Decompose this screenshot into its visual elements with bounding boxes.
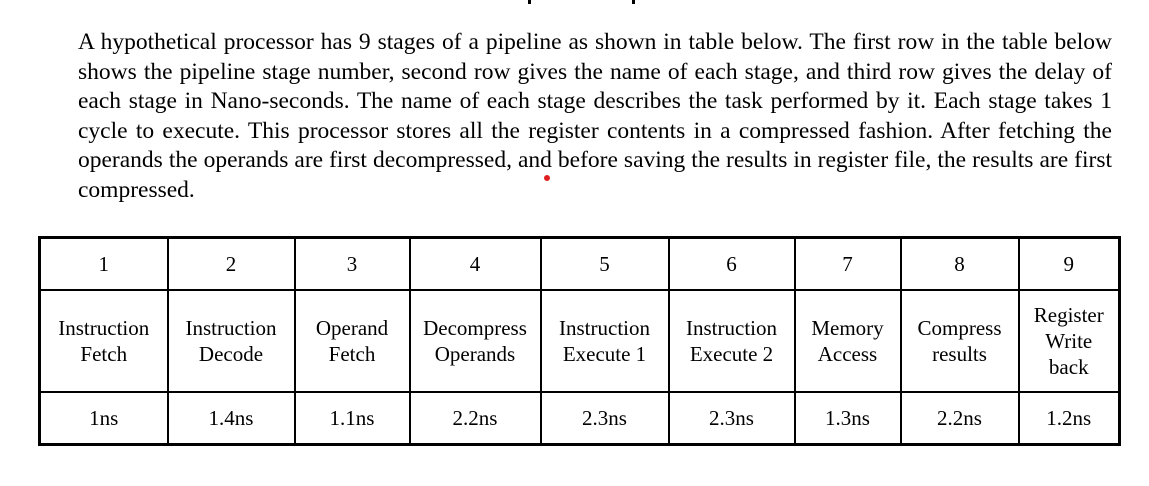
top-edge-fragment (528, 0, 638, 4)
stage-name-line: Write (1045, 329, 1093, 353)
stage-name-line: Operand (315, 316, 389, 340)
stage-number-cell: 7 (795, 238, 901, 291)
stage-name-line: Execute 2 (689, 342, 774, 366)
stage-delay-cell: 2.3ns (669, 392, 795, 445)
stage-number-cell: 3 (295, 238, 410, 291)
stage-number-cell: 4 (410, 238, 541, 291)
stage-name-cell (168, 290, 295, 392)
stage-name-line: Access (817, 342, 878, 366)
stage-name-line: Operands (434, 342, 516, 366)
stage-name-cell (410, 290, 541, 392)
stage-name-line: results (932, 342, 987, 366)
stage-name-line: Fetch (80, 342, 128, 366)
stage-number-cell: 9 (1019, 238, 1120, 291)
stage-number-cell: 1 (40, 238, 168, 291)
fragment-mark-left (528, 0, 531, 4)
stage-delay-cell: 2.3ns (541, 392, 669, 445)
stage-name-line: Decode (198, 342, 264, 366)
stage-name-line: Memory (811, 316, 884, 340)
stage-number-cell: 5 (541, 238, 669, 291)
stage-name-line: Instruction (559, 316, 650, 340)
stage-name-line: Decompress (423, 316, 527, 340)
stage-name-cell (669, 290, 795, 392)
stage-name-line: Instruction (686, 316, 777, 340)
stage-delay-cell: 1.2ns (1019, 392, 1120, 445)
stage-name-cell (541, 290, 669, 392)
stage-delay-row (40, 392, 1120, 445)
stage-delay-cell: 2.2ns (901, 392, 1019, 445)
stage-name-cell (901, 290, 1019, 392)
problem-paragraph: A hypothetical processor has 9 stages of a pipeline as shown in table below. The first row in the table below shows the pipeline stage number, second row gives the name of each stage, and third row gives the delay of each stage in Nano-seconds. The name of each stage describes the task performed by it. Each stage takes 1 cycle to execute. This processor stores all the register contents in a compressed fashion. After fetching the operands the operands are first decompressed, and before saving the results in register file, the results are first compressed. (78, 29, 1112, 203)
stage-delay-cell: 1.4ns (168, 392, 295, 445)
stage-name-cell (795, 290, 901, 392)
stage-delay-cell: 2.2ns (410, 392, 541, 445)
pipeline-stage-table (38, 236, 1121, 446)
red-dot-marker (544, 175, 550, 181)
stage-name-line: Execute 1 (562, 342, 647, 366)
stage-name-line: back (1048, 355, 1089, 379)
stage-number-cell: 2 (168, 238, 295, 291)
stage-name-line: Fetch (328, 342, 376, 366)
stage-name-line: Instruction (185, 316, 277, 340)
stage-delay-cell: 1.3ns (795, 392, 901, 445)
fragment-mark-right (632, 0, 635, 4)
stage-name-cell (1019, 290, 1120, 392)
stage-delay-cell: 1.1ns (295, 392, 410, 445)
stage-number-row (40, 238, 1120, 291)
stage-delay-cell: 1ns (40, 392, 168, 445)
stage-number-cell: 8 (901, 238, 1019, 291)
stage-name-row (40, 290, 1120, 392)
stage-name-line: Register (1033, 303, 1104, 327)
stage-name-line: Compress (917, 316, 1002, 340)
stage-name-line: Instruction (58, 316, 150, 340)
stage-number-cell: 6 (669, 238, 795, 291)
stage-name-cell (295, 290, 410, 392)
stage-name-cell (40, 290, 168, 392)
